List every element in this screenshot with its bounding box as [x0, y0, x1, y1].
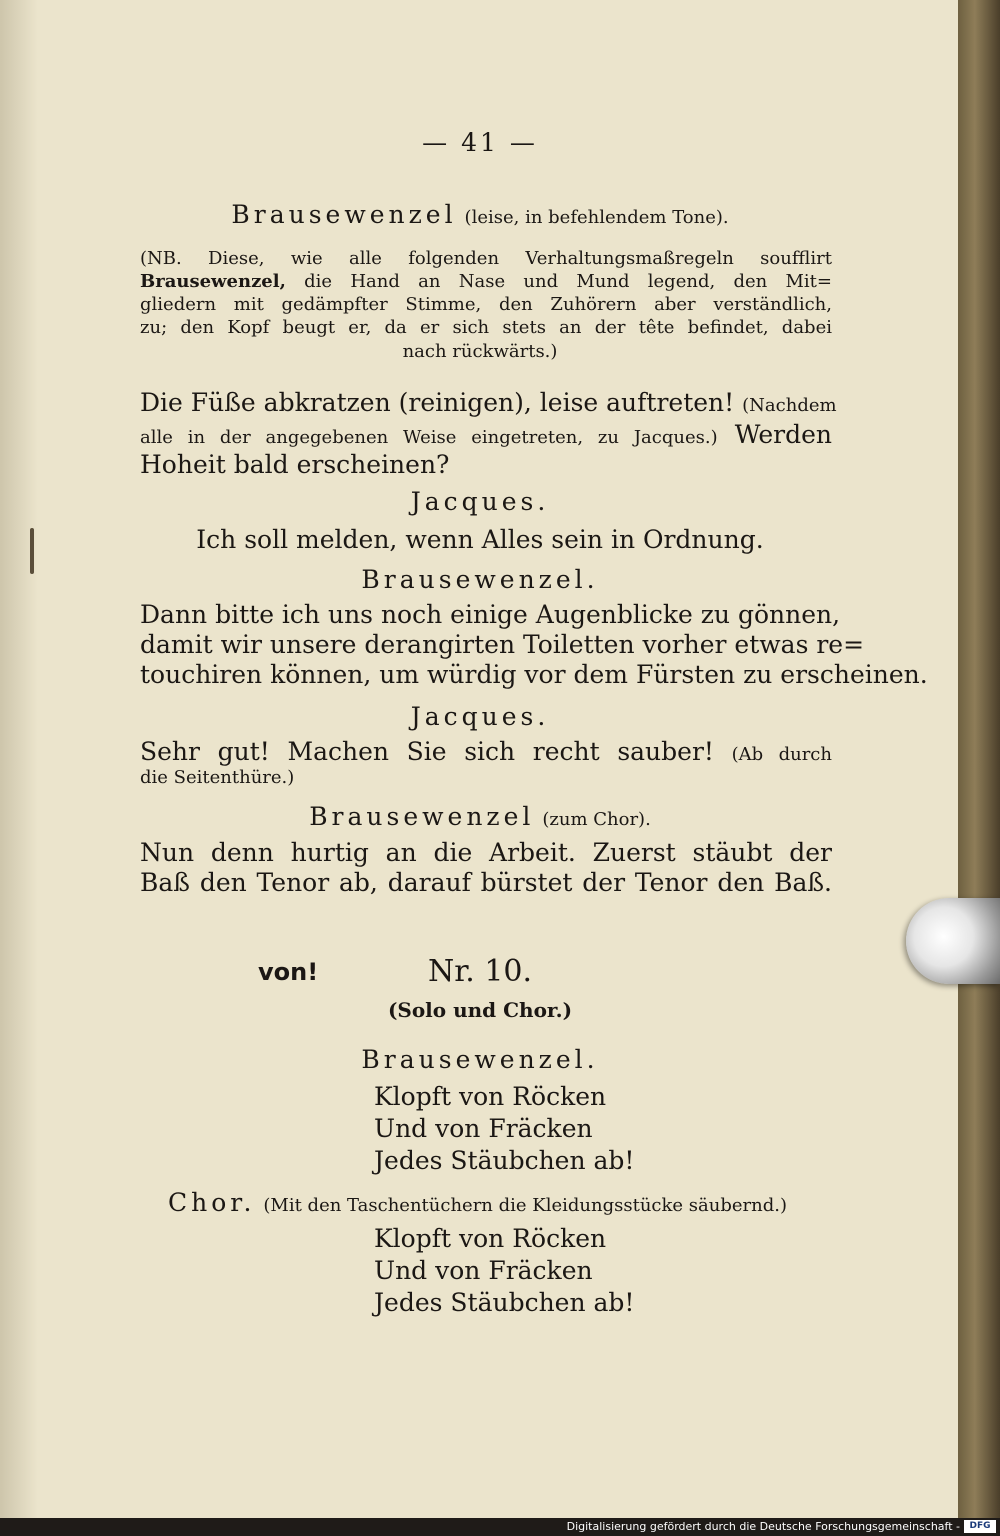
- speaker-heading: [0, 802, 960, 831]
- speaker-name-bold: Brausewenzel,: [140, 271, 286, 292]
- speaker-heading: Jacques.: [410, 702, 550, 731]
- nb-line: gliedern mit gedämpfter Stimme, den Zuhörern aber verständlich,: [140, 294, 832, 315]
- page-number: — 41 —: [422, 128, 538, 157]
- verse-line: Und von Fräcken: [374, 1256, 593, 1285]
- number-heading: Nr. 10.: [427, 954, 533, 989]
- verse-line: Jedes Stäubchen ab!: [374, 1146, 635, 1175]
- speaker-heading: [168, 1188, 787, 1217]
- speech-line: Hoheit bald erscheinen?: [140, 450, 450, 479]
- verse-line: Jedes Stäubchen ab!: [374, 1288, 635, 1317]
- verse-line: Klopft von Röcken: [374, 1082, 607, 1111]
- speaker-heading: Brausewenzel.: [361, 565, 599, 594]
- number-subtitle: (Solo und Chor.): [387, 998, 573, 1022]
- speaker-name: Chor.: [168, 1188, 256, 1217]
- nb-line: zu; den Kopf beugt er, da er sich stets an der tête befindet, dabei: [140, 317, 832, 338]
- speech-line: Dann bitte ich uns noch einige Augenblicke zu gönnen,: [140, 600, 841, 629]
- speech-text: Sehr gut! Machen Sie sich recht sauber!: [140, 737, 714, 766]
- footer-credit: Digitalisierung gefördert durch die Deutsche Forschungsgemeinschaft -: [566, 1520, 960, 1533]
- verse-line: Klopft von Röcken: [374, 1224, 607, 1253]
- stage-direction: (leise, in befehlendem Tone).: [464, 207, 729, 228]
- nb-line: nach rückwärts.): [402, 341, 558, 362]
- speech-line: touchiren können, um würdig vor dem Fürsten zu erscheinen.: [140, 660, 928, 689]
- dfg-logo-icon: DFG: [964, 1520, 996, 1533]
- stage-direction: (Nachdem: [742, 395, 837, 416]
- speech-text: Werden: [734, 420, 832, 449]
- stage-direction: die Seitenthüre.): [140, 767, 295, 788]
- stage-direction: (Ab durch: [731, 744, 832, 765]
- stamp-text: von!: [258, 958, 319, 986]
- speaker-name: Brausewenzel: [231, 200, 457, 229]
- nb-line-rest: die Hand an Nase und Mund legend, den Mit=: [304, 271, 832, 292]
- speaker-heading: Jacques.: [410, 487, 550, 516]
- book-edge: [958, 0, 1000, 1520]
- speech-line: Nun denn hurtig an die Arbeit. Zuerst stäubt der: [140, 838, 832, 867]
- speaker-heading: [0, 200, 960, 229]
- speech-line: Baß den Tenor ab, darauf bürstet der Tenor den Baß.: [140, 868, 832, 897]
- nb-line: [140, 271, 832, 292]
- scan-thumb-holder: [906, 898, 1000, 984]
- stage-direction: alle in der angegebenen Weise eingetreten, zu Jacques.): [140, 427, 718, 448]
- speech-line: [140, 420, 832, 449]
- speech-line: Ich soll melden, wenn Alles sein in Ordnung.: [196, 525, 764, 554]
- speech-line: [140, 737, 832, 766]
- nb-line: (NB. Diese, wie alle folgenden Verhaltungsmaßregeln soufflirt: [140, 248, 832, 269]
- speaker-heading: Brausewenzel.: [361, 1045, 599, 1074]
- verse-line: Und von Fräcken: [374, 1114, 593, 1143]
- speech-line: [140, 388, 837, 417]
- speech-line: damit wir unsere derangirten Toiletten vorher etwas re=: [140, 630, 865, 659]
- speech-text: Die Füße abkratzen (reinigen), leise auftreten!: [140, 388, 735, 417]
- stage-direction: (Mit den Taschentüchern die Kleidungsstücke säubernd.): [263, 1195, 787, 1216]
- speaker-name: Brausewenzel: [309, 802, 535, 831]
- stage-direction: (zum Chor).: [542, 809, 651, 830]
